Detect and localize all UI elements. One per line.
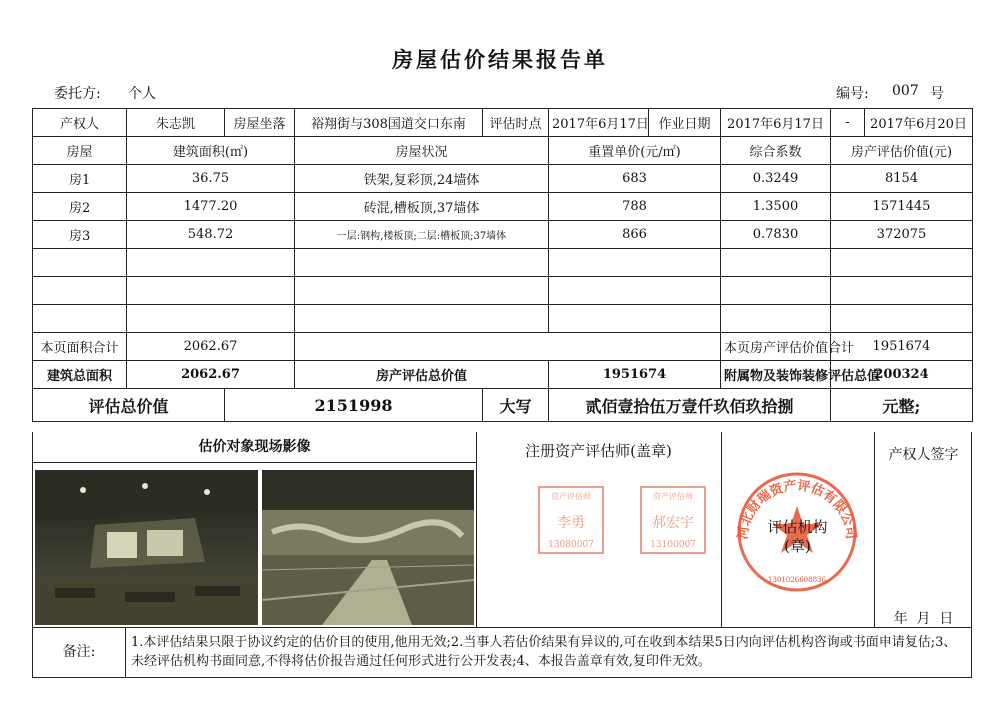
page-area-label: 本页面积合计 — [33, 333, 127, 361]
coef-cell: 0.7830 — [721, 221, 831, 249]
page-area-value: 2062.67 — [127, 333, 295, 361]
area-cell: 1477.20 — [127, 193, 295, 221]
header-unit-price: 重置单价(元/㎡) — [549, 137, 721, 165]
work-date-start: 2017年6月17日 — [721, 109, 831, 137]
header-coef: 综合系数 — [721, 137, 831, 165]
work-date-end: 2017年6月20日 — [865, 109, 973, 137]
client-value: 个人 — [128, 86, 156, 102]
report-title: 房屋估价结果报告单 — [392, 48, 608, 72]
total-property-value: 1951674 — [549, 361, 721, 389]
work-date-label: 作业日期 — [649, 109, 721, 137]
assessor-panel — [476, 432, 722, 628]
notes-section — [32, 628, 972, 678]
owner-value: 朱志凯 — [127, 109, 225, 137]
unit-price-cell: 683 — [549, 165, 721, 193]
upper-label: 大写 — [483, 389, 549, 422]
valuation-table — [32, 108, 973, 422]
site-photo-hall — [262, 470, 474, 625]
value-cell: 8154 — [831, 165, 973, 193]
total-area-label: 建筑总面积 — [33, 361, 127, 389]
attach-label: 附属物及装饰装修评估总值 — [721, 361, 831, 389]
attach-value: 200324 — [831, 361, 973, 389]
sign-label: 产权人签字 — [888, 447, 959, 463]
organization-panel — [721, 432, 875, 628]
page-subtotal-row — [33, 333, 973, 361]
header-row — [33, 137, 973, 165]
sign-date: 年 月 日 — [893, 611, 954, 627]
grand-total-row — [33, 389, 973, 422]
empty-row — [33, 249, 973, 277]
photos-caption: 估价对象现场影像 — [33, 432, 476, 463]
unit-price-cell: 788 — [549, 193, 721, 221]
grand-total-value: 2151998 — [225, 389, 483, 422]
location-label: 房屋坐落 — [225, 109, 295, 137]
table-row — [33, 193, 973, 221]
unit-price-cell: 866 — [549, 221, 721, 249]
coef-cell: 0.3249 — [721, 165, 831, 193]
total-area-value: 2062.67 — [127, 361, 295, 389]
notes-text: 1.本评估结果只限于协议约定的估价目的使用,他用无效;2.当事人若估价结果有异议的,可在收到本结果5日内向评估机构咨询或书面申请复估;3、未经评估机构书面同意,不得将估价报告通过任何形式进行公开发表;4、本报告盖章有效,复印件无效。 — [131, 635, 957, 669]
org-label: 评估机构 (章) — [767, 518, 828, 555]
number-suffix: 号 — [930, 86, 944, 102]
number-value: 007 — [892, 83, 919, 99]
lower-section — [32, 432, 972, 628]
owner-row — [33, 109, 973, 137]
yuan-label: 元整; — [831, 389, 973, 422]
photos-panel — [33, 432, 477, 628]
header-value: 房产评估价值(元) — [831, 137, 973, 165]
location-value: 裕翔街与308国道交口东南 — [295, 109, 483, 137]
house-cell: 房2 — [33, 193, 127, 221]
valuation-time-value: 2017年6月17日 — [549, 109, 649, 137]
coef-cell: 1.3500 — [721, 193, 831, 221]
owner-label: 产权人 — [33, 109, 127, 137]
header-house: 房屋 — [33, 137, 127, 165]
area-cell: 36.75 — [127, 165, 295, 193]
svg-text:1301026608836: 1301026608836 — [768, 576, 826, 584]
site-photo-interior — [35, 470, 258, 625]
header-condition: 房屋状况 — [295, 137, 549, 165]
total-property-label: 房产评估总价值 — [295, 361, 549, 389]
header-area: 建筑面积(㎡) — [127, 137, 295, 165]
empty-row — [33, 277, 973, 305]
empty-row — [33, 305, 973, 333]
notes-label: 备注: — [33, 628, 126, 677]
signature-panel — [874, 432, 973, 628]
value-cell: 372075 — [831, 221, 973, 249]
house-cell: 房1 — [33, 165, 127, 193]
page-value-label: 本页房产评估价值合计 — [721, 333, 831, 361]
number-label: 编号: — [836, 86, 869, 102]
condition-cell: 铁架,复彩顶,24墙体 — [295, 165, 549, 193]
value-cell: 1571445 — [831, 193, 973, 221]
house-cell: 房3 — [33, 221, 127, 249]
assessor-caption: 注册资产评估师(盖章) — [525, 442, 672, 460]
assessor-stamp-2: 资产评估师 郝宏宇 13100007 — [640, 486, 706, 554]
table-row — [33, 165, 973, 193]
valuation-time-label: 评估时点 — [483, 109, 549, 137]
page-value-value: 1951674 — [831, 333, 973, 361]
svg-text:河北财瑞资产评估有限公司: 河北财瑞资产评估有限公司 — [735, 478, 859, 541]
area-cell: 548.72 — [127, 221, 295, 249]
condition-cell: 一层:钢构,楼板顶;二层:槽板顶;37墙体 — [295, 221, 549, 249]
client-label: 委托方: — [54, 86, 101, 102]
totals-row — [33, 361, 973, 389]
work-date-dash: - — [831, 109, 865, 137]
condition-cell: 砖混,槽板顶,37墙体 — [295, 193, 549, 221]
upper-value: 贰佰壹拾伍万壹仟玖佰玖拾捌 — [549, 389, 831, 422]
grand-total-label: 评估总价值 — [33, 389, 225, 422]
assessor-stamp-1: 资产评估师 李勇 13080007 — [538, 486, 604, 554]
table-row — [33, 221, 973, 249]
